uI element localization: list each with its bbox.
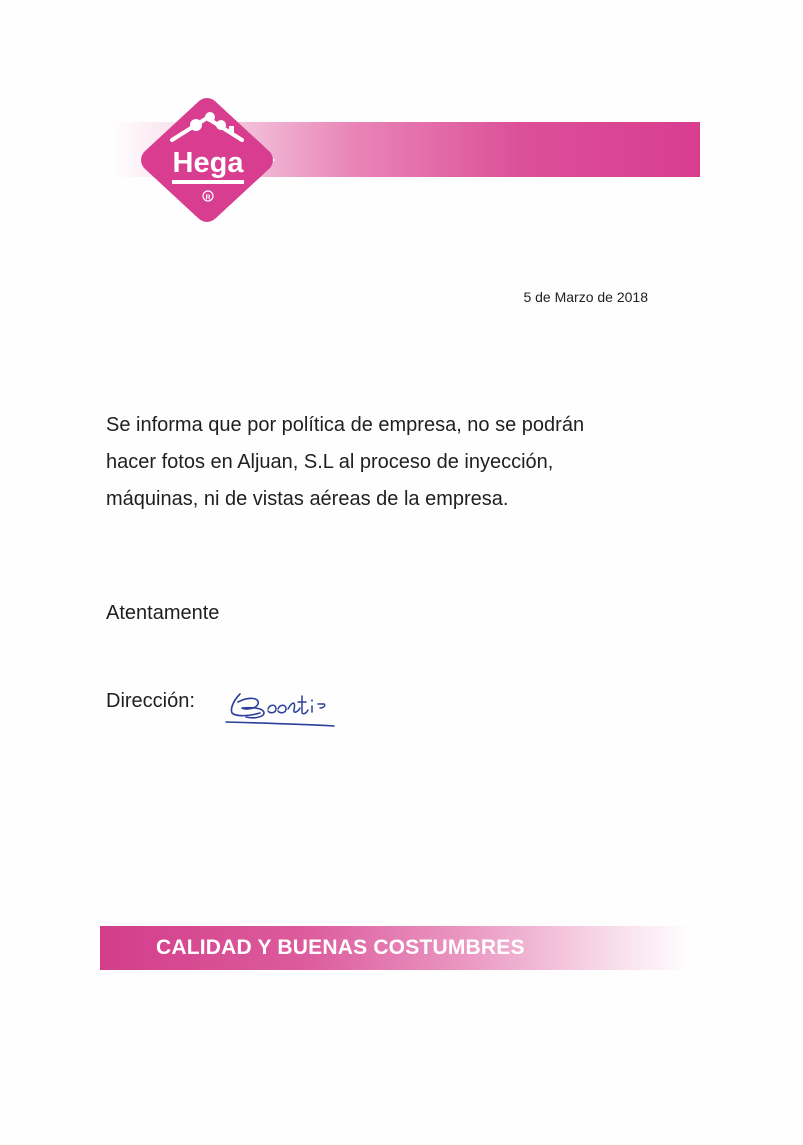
handwritten-signature xyxy=(220,682,345,734)
letter-body xyxy=(106,407,686,518)
body-line: Se informa que por política de empresa, no se podrán xyxy=(106,414,585,436)
letter-date: 5 de Marzo de 2018 xyxy=(523,289,648,305)
footer-banner xyxy=(100,926,692,970)
hega-logo xyxy=(132,92,282,228)
body-line: hacer fotos en Aljuan, S.L al proceso de inyección, xyxy=(106,451,554,473)
logo-wordmark: Hega xyxy=(172,147,244,179)
letter-closing: Atentamente xyxy=(106,602,220,624)
footer-slogan: CALIDAD Y BUENAS COSTUMBRES xyxy=(156,936,525,959)
signature-label: Dirección: xyxy=(106,690,195,712)
svg-text:R: R xyxy=(205,194,211,202)
body-line: máquinas, ni de vistas aéreas de la empresa. xyxy=(106,488,509,510)
